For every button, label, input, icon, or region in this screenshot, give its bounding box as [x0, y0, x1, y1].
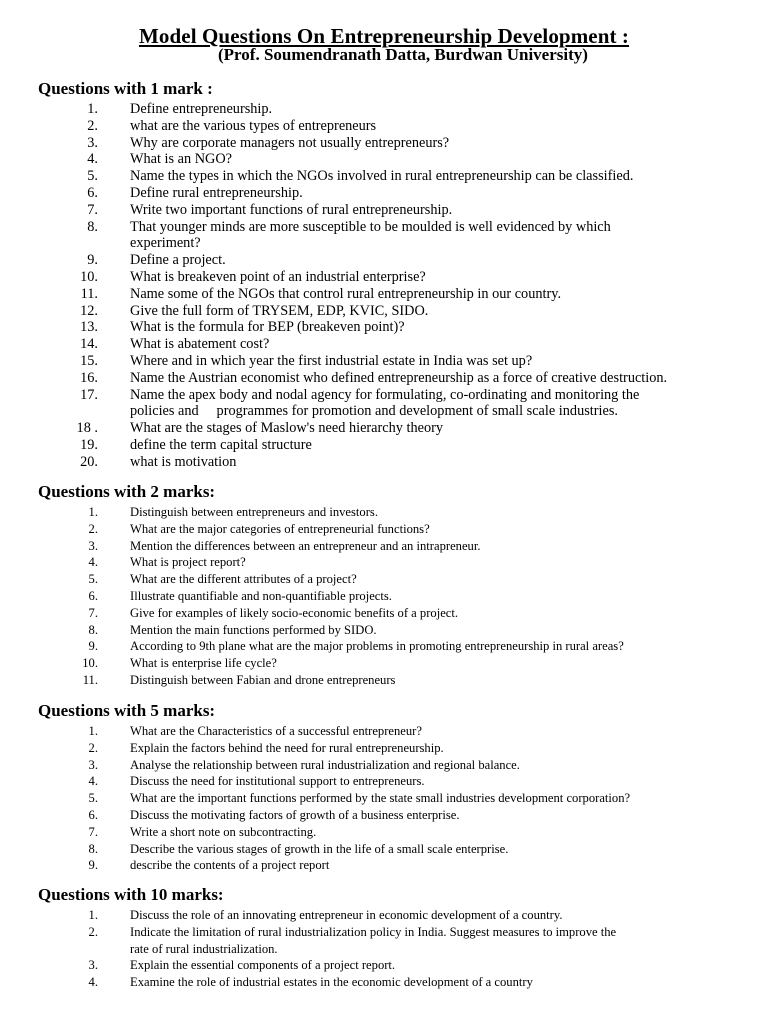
question-text-line: Mention the differences between an entrepreneur and an intrapreneur. [130, 538, 481, 553]
question-text [130, 135, 720, 152]
question-number: 10. [82, 656, 98, 671]
question-number: 7. [87, 201, 98, 218]
question-text-line: Indicate the limitation of rural industrialization policy in India. Suggest measures to improve the [130, 924, 617, 939]
question-text [130, 638, 720, 655]
question-item [0, 135, 768, 152]
question-text-line: policies and programmes for promotion and development of small scale industries. [130, 403, 618, 420]
question-item [0, 454, 768, 471]
question-text [130, 554, 720, 571]
question-item [0, 638, 768, 655]
question-text [130, 907, 720, 924]
section-heading: Questions with 1 mark : [38, 79, 213, 98]
question-item [0, 554, 768, 571]
question-item [0, 118, 768, 135]
question-text [130, 538, 720, 555]
question-number: 6. [88, 588, 98, 603]
question-item [0, 740, 768, 757]
question-text-line: Give the full form of TRYSEM, EDP, KVIC, SIDO. [130, 302, 429, 319]
question-text-line: What is breakeven point of an industrial enterprise? [130, 268, 426, 285]
question-number: 5. [88, 572, 98, 587]
question-item [0, 588, 768, 605]
question-text-line: Why are corporate managers not usually entrepreneurs? [130, 134, 450, 151]
question-item [0, 185, 768, 202]
question-number: 19. [80, 436, 98, 453]
question-number: 3. [88, 538, 98, 553]
question-number: 4. [88, 774, 98, 789]
question-item [0, 571, 768, 588]
question-item [0, 303, 768, 320]
question-number: 1. [88, 908, 98, 922]
question-item [0, 101, 768, 118]
question-item [0, 202, 768, 219]
question-text [130, 336, 720, 353]
section-heading: Questions with 2 marks: [38, 482, 216, 501]
question-item [0, 605, 768, 622]
question-text [130, 672, 720, 689]
question-number: 2. [88, 924, 98, 939]
question-number: 1. [88, 505, 98, 519]
question-number: 8. [88, 622, 98, 637]
question-text-line: Define entrepreneurship. [130, 101, 273, 117]
question-text [130, 757, 720, 774]
question-text-line: What is project report? [130, 555, 246, 570]
question-number: 7. [88, 605, 98, 620]
question-item [0, 655, 768, 672]
question-text-line: What is the formula for BEP (breakeven point)? [130, 319, 405, 336]
question-item [0, 420, 768, 437]
question-item [0, 336, 768, 353]
question-text-line: Distinguish between Fabian and drone entrepreneurs [130, 672, 396, 687]
question-item [0, 807, 768, 824]
question-text [130, 252, 720, 269]
question-text-line: Name the Austrian economist who defined entrepreneurship as a force of creative destruction. [130, 369, 668, 386]
question-number: 1. [88, 724, 98, 738]
question-number: 2. [88, 521, 98, 536]
question-item [0, 723, 768, 740]
question-text-line: Examine the role of industrial estates in the economic development of a country [130, 975, 533, 990]
question-number: 6. [87, 184, 98, 201]
section-heading: Questions with 10 marks: [38, 885, 224, 904]
question-item [0, 907, 768, 924]
question-item [0, 252, 768, 269]
question-number: 5. [87, 168, 98, 185]
question-text-line: Name some of the NGOs that control rural entrepreneurship in our country. [130, 285, 562, 302]
question-number: 2. [88, 740, 98, 755]
section-heading: Questions with 5 marks: [38, 701, 216, 720]
question-text [130, 420, 720, 437]
question-text [130, 303, 720, 320]
question-number: 16. [80, 369, 98, 386]
question-item [0, 757, 768, 774]
question-text [130, 622, 720, 639]
question-text [130, 370, 720, 387]
question-item [0, 538, 768, 555]
question-number: 2. [87, 117, 98, 134]
question-text [130, 454, 720, 471]
question-item [0, 824, 768, 841]
question-item [0, 353, 768, 370]
question-text-line: Write a short note on subcontracting. [130, 824, 317, 839]
question-list [0, 723, 768, 874]
question-number: 17. [80, 386, 98, 403]
question-number: 3. [88, 958, 98, 973]
question-item [0, 790, 768, 807]
question-number: 10. [80, 268, 98, 285]
question-number: 3. [87, 134, 98, 151]
question-text-line: Discuss the need for institutional support to entrepreneurs. [130, 774, 425, 789]
question-item [0, 219, 768, 253]
question-item [0, 957, 768, 974]
question-item [0, 773, 768, 790]
question-number: 20. [80, 453, 98, 470]
question-text-line: Name the apex body and nodal agency for formulating, co-ordinating and monitoring the [130, 386, 640, 403]
question-text-line: describe the contents of a project report [130, 858, 330, 873]
question-number: 1. [87, 101, 98, 117]
question-number: 13. [80, 319, 98, 336]
question-text-line: Define a project. [130, 252, 226, 269]
question-text [130, 605, 720, 622]
question-item [0, 269, 768, 286]
question-number: 11. [80, 285, 98, 302]
question-text-line: rate of rural industrialization. [130, 941, 278, 956]
question-item [0, 151, 768, 168]
question-text [130, 269, 720, 286]
question-text [130, 118, 720, 135]
question-text-line: Define rural entrepreneurship. [130, 184, 303, 201]
question-text [130, 437, 720, 454]
question-text-line: what is motivation [130, 453, 237, 470]
question-text [130, 387, 720, 421]
document-title: Model Questions On Entrepreneurship Development : [138, 24, 630, 48]
question-text-line: What are the important functions performed by the state small industries development corporation? [130, 791, 631, 806]
question-text-line: Distinguish between entrepreneurs and investors. [130, 505, 378, 519]
question-text-line: Give for examples of likely socio-economic benefits of a project. [130, 605, 459, 620]
question-text [130, 740, 720, 757]
question-text-line: define the term capital structure [130, 436, 312, 453]
question-list [0, 101, 768, 471]
question-text [130, 504, 720, 521]
question-number: 4. [88, 975, 98, 990]
question-text [130, 655, 720, 672]
question-text-line: Describe the various stages of growth in the life of a small scale enterprise. [130, 841, 509, 856]
question-item [0, 437, 768, 454]
question-number: 7. [88, 824, 98, 839]
question-text-line: Discuss the role of an innovating entrepreneur in economic development of a country. [130, 908, 563, 922]
question-item [0, 672, 768, 689]
question-item [0, 504, 768, 521]
question-text-line: Name the types in which the NGOs involved in rural entrepreneurship can be classified. [130, 168, 634, 185]
question-item [0, 387, 768, 421]
question-text-line: Analyse the relationship between rural industrialization and regional balance. [130, 757, 520, 772]
question-text [130, 521, 720, 538]
question-item [0, 974, 768, 991]
question-text-line: Write two important functions of rural entrepreneurship. [130, 201, 453, 218]
question-text [130, 807, 720, 824]
question-item [0, 521, 768, 538]
question-item [0, 841, 768, 858]
question-text-line: According to 9th plane what are the major problems in promoting entrepreneurship in rural areas? [130, 639, 624, 654]
question-number: 14. [80, 336, 98, 353]
question-list [0, 907, 768, 991]
question-text [130, 101, 720, 118]
question-item [0, 857, 768, 874]
question-text [130, 773, 720, 790]
question-number: 4. [87, 151, 98, 168]
question-number: 11. [82, 672, 98, 687]
question-text-line: What is an NGO? [130, 151, 233, 168]
question-number: 12. [80, 302, 98, 319]
question-text-line: What are the Characteristics of a successful entrepreneur? [130, 724, 422, 738]
question-text-line: What are the different attributes of a project? [130, 572, 357, 587]
question-item [0, 370, 768, 387]
question-number: 3. [88, 757, 98, 772]
question-text [130, 185, 720, 202]
question-text [130, 588, 720, 605]
question-number: 6. [88, 807, 98, 822]
question-text-line: Where and in which year the first industrial estate in India was set up? [130, 352, 533, 369]
question-text [130, 319, 720, 336]
question-text [130, 571, 720, 588]
question-text-line: Illustrate quantifiable and non-quantifiable projects. [130, 588, 392, 603]
question-text [130, 790, 720, 807]
question-text [130, 857, 720, 874]
question-text [130, 202, 720, 219]
question-text [130, 168, 720, 185]
question-item [0, 168, 768, 185]
question-number: 5. [88, 791, 98, 806]
question-number: 9. [88, 639, 98, 654]
question-text [130, 841, 720, 858]
question-number: 9. [87, 252, 98, 269]
question-text-line: What is abatement cost? [130, 336, 270, 353]
question-text-line: Explain the essential components of a project report. [130, 958, 396, 973]
question-text [130, 723, 720, 740]
question-number: 9. [88, 858, 98, 873]
question-text-line: Mention the main functions performed by SIDO. [130, 622, 377, 637]
question-list [0, 504, 768, 689]
question-text-line: Discuss the motivating factors of growth of a business enterprise. [130, 807, 460, 822]
question-text-line: What is enterprise life cycle? [130, 656, 277, 671]
question-text [130, 353, 720, 370]
question-number: 18 . [76, 420, 98, 437]
question-text-line: That younger minds are more susceptible to be moulded is well evidenced by which [130, 218, 611, 235]
question-item [0, 622, 768, 639]
question-item [0, 319, 768, 336]
question-text [130, 924, 720, 958]
document-subtitle: (Prof. Soumendranath Datta, Burdwan University) [218, 45, 588, 64]
question-text [130, 824, 720, 841]
question-text-line: experiment? [130, 235, 201, 252]
question-text [130, 974, 720, 991]
question-text [130, 151, 720, 168]
question-text-line: Explain the factors behind the need for rural entrepreneurship. [130, 740, 444, 755]
question-number: 15. [80, 352, 98, 369]
question-text-line: what are the various types of entrepreneurs [130, 117, 377, 134]
question-number: 8. [88, 841, 98, 856]
question-text-line: What are the major categories of entrepreneurial functions? [130, 521, 430, 536]
question-text [130, 286, 720, 303]
question-item [0, 924, 768, 958]
question-number: 8. [87, 218, 98, 235]
question-text [130, 957, 720, 974]
question-item [0, 286, 768, 303]
question-text [130, 219, 720, 253]
question-text-line: What are the stages of Maslow's need hierarchy theory [130, 420, 444, 437]
question-number: 4. [88, 555, 98, 570]
